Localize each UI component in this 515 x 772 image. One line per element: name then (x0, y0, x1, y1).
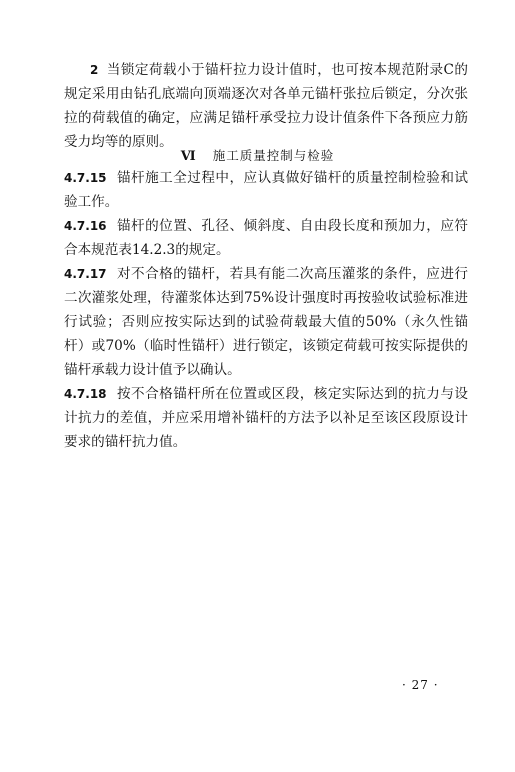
clause-4-7-15 (64, 166, 468, 214)
clause-text: 锚杆施工全过程中，应认真做好锚杆的质量控制检验和试验工作。 (64, 170, 468, 210)
clause-number: 4.7.16 (64, 219, 107, 233)
clause-number: 4.7.18 (64, 387, 107, 401)
page-number: · 27 · (402, 678, 439, 692)
clause-4-7-16 (64, 214, 468, 262)
clause-4-7-17 (64, 262, 468, 382)
section-heading (0, 147, 515, 166)
clause-text: 按不合格锚杆所在位置或区段，核定实际达到的抗力与设计抗力的差值，并应采用增补锚杆的方法予以补足至该区段原设计要求的锚杆抗力值。 (64, 386, 468, 450)
clause-4-7-18 (64, 382, 468, 454)
clause-number: 4.7.17 (64, 267, 107, 281)
clause-number: 4.7.15 (64, 171, 107, 185)
clause-text: 锚杆的位置、孔径、倾斜度、自由段长度和预加力，应符合本规范表14.2.3的规定。 (64, 218, 468, 258)
section-title: 施工质量控制与检验 (212, 148, 335, 163)
clause-text: 当锁定荷载小于锚杆拉力设计值时，也可按本规范附录C的规定采用由钻孔底端向顶端逐次对各单元锚杆张拉后锁定，分次张拉的荷载值的确定，应满足锚杆承受拉力设计值条件下各预应力筋受力均等的原则。 (64, 62, 468, 150)
clause-2 (64, 58, 468, 154)
section-roman-numeral: Ⅵ (180, 149, 197, 164)
clause-text: 对不合格的锚杆，若具有能二次高压灌浆的条件，应进行二次灌浆处理，待灌浆体达到75%设计强度时再按验收试验标准进行试验；否则应按实际达到的试验荷载最大值的50%（永久性锚杆）或70%（临时性锚杆）进行锁定，该锁定荷载可按实际提供的锚杆承载力设计值予以确认。 (64, 266, 468, 378)
clause-number: 2 (90, 63, 99, 77)
